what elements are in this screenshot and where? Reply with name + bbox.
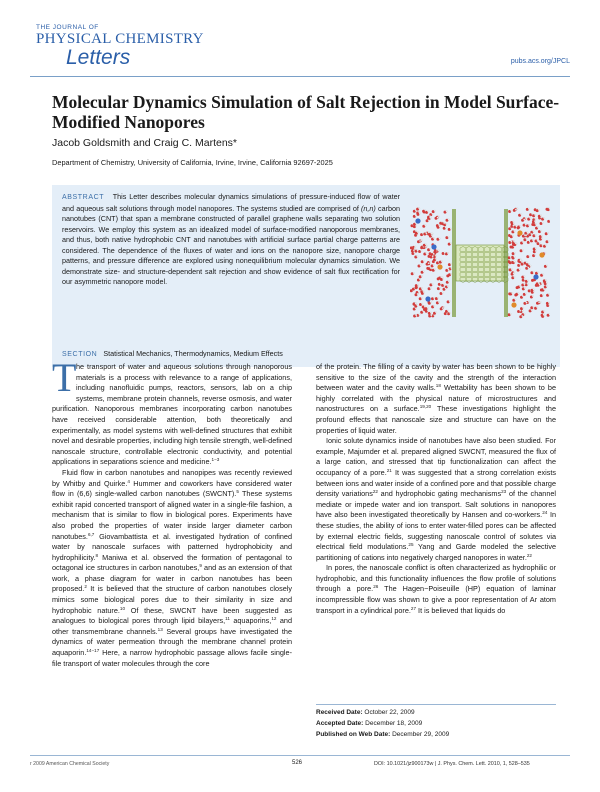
doi-citation[interactable]: DOI: 10.1021/jz900173w | J. Phys. Chem. Lett. 2010, 1, 528–535	[374, 761, 530, 767]
published-date: Published on Web Date: December 29, 2009	[316, 730, 450, 738]
citation[interactable]: 8	[95, 552, 99, 558]
section-line	[62, 349, 283, 358]
paragraph-text: Of these, SWCNT have been suggested as analogues to biological pores through lipid bilayers,	[52, 605, 292, 626]
header-rule	[30, 76, 570, 77]
citation[interactable]: 26	[373, 584, 379, 590]
citation[interactable]: 27	[410, 605, 417, 611]
paragraph-text: Yang and Garde modeled the selective partitioning of cations into negatively charged nanopores in water.	[316, 542, 556, 562]
paragraph-text: aquaporins,	[229, 616, 272, 626]
article-affiliation: Department of Chemistry, University of California, Irvine, Irvine, California 92697-2025	[52, 158, 333, 167]
section-label: SECTION	[62, 351, 98, 358]
paragraph-text: Maniwa et al. observed the formation of pentagonal to octagonal ice structures in carbon nanotubes,	[52, 552, 292, 573]
copyright-notice: r 2009 American Chemical Society	[30, 761, 110, 767]
paragraph-text: Several groups have investigated the dynamics of water permeation through the membrane channel protein aquaporin.	[52, 626, 292, 658]
citation[interactable]: 13	[157, 626, 163, 632]
abstract-label: ABSTRACT	[62, 194, 105, 201]
right-reservoir-molecules	[508, 208, 551, 319]
paragraph-text: These systems exhibit rapid concerted transport of aligned water in a single-file fashion, a mechanism that is similar to flow in biological pores. Experiments have also probed the properties of water inside larger diameter carbon nanotubes.	[52, 489, 292, 541]
paragraph-text: Ionic solute dynamics inside of nanotubes have also been studied. For example, Majumder et al. prepared aligned SWCNT, measured the flux of a large cation, and stressed that tip functionalization can affect the occupancy of a pore.	[316, 436, 556, 477]
accepted-date: Accepted Date: December 18, 2009	[316, 719, 423, 727]
paragraph-text: It is believed that the structure of carbon nanotubes closely mimics some biological pores due to their similarity in size and hydrophobic nature.	[52, 584, 292, 615]
article-title: Molecular Dynamics Simulation of Salt Rejection in Model Surface-Modified Nanopores	[52, 92, 560, 132]
citation[interactable]: 5	[236, 489, 239, 495]
page-number: 526	[292, 760, 303, 766]
citation[interactable]: 21	[386, 467, 392, 473]
article-dates	[316, 708, 449, 740]
citation[interactable]: 19,20	[419, 404, 432, 410]
paragraph-text: Wettability has been shown to be highly correlated with the physical nature of microstructures and nanostructures on a surface.	[316, 383, 556, 414]
article-authors: Jacob Goldsmith and Craig C. Martens*	[52, 137, 237, 149]
paragraph-text: and as an extension of that work, a phase diagram for water in carbon nanotubes has been proposed.	[52, 563, 292, 594]
citation[interactable]: 10	[119, 605, 126, 611]
paragraph-text: and hydrophobic gating mechanisms	[377, 489, 502, 499]
paragraph-text: Giovambattista et al. investigated hydration of confined water by nanoscale surfaces with patterned hydrophobicity and hydrophilicity.	[52, 531, 292, 562]
body-column-right	[316, 362, 556, 616]
paragraph-text: Hummer and coworkers have considered water flow in (6,6) single-walled carbon nanotubes (SWCNT).	[52, 478, 292, 499]
abstract-part-1: This Letter describes molecular dynamics simulations of pressure-induced flow of water and aqueous salt solutions through model nanopores. The systems studied are comprised of	[62, 192, 400, 213]
paragraph-text: of the protein. The filling of a cavity by water has been shown to be highly sensitive to the size of the cavity and the strength of the interaction between water and the cavity walls.	[316, 362, 556, 393]
journal-letters: Letters	[66, 46, 131, 69]
abstract-nn: (n,n)	[361, 203, 376, 213]
citation[interactable]: 25	[408, 542, 414, 548]
paragraph-text: and other transmembrane channels.	[52, 616, 292, 636]
citation[interactable]: 4	[127, 478, 130, 484]
paragraph-text: Here, a narrow hydrophobic passage allows facile single-file transport of water molecules through the core	[52, 648, 292, 668]
citation[interactable]: 11	[225, 616, 230, 622]
abstract-text	[62, 192, 400, 288]
journal-small-line: THE JOURNAL OF	[36, 24, 99, 31]
citation[interactable]: 12	[271, 616, 277, 622]
body-column-left	[52, 362, 292, 669]
received-date: Received Date: October 22, 2009	[316, 709, 415, 716]
paragraph-text: In pores, the nanoscale conflict is often characterized as hydrophilic or hydrophobic, and this functionality influences the flow profile of solutions through a pore.	[316, 563, 556, 594]
paragraph-text: The Hagen−Poiseuille (HP) equation of laminar incompressible flow was shown to give a poor representation of Ar atom transport in a cylindrical pore.	[316, 584, 557, 615]
citation[interactable]: 2	[84, 584, 87, 590]
citation[interactable]: 24	[542, 510, 548, 516]
paragraph-text: It is believed that liquids do	[416, 605, 506, 615]
paragraph-text: In these studies, the ability of ions to enter water-filled pores can be affected by external electric fields, suggesting nanoscale control of solutes via electrical field modulations.	[316, 510, 556, 552]
journal-url[interactable]: pubs.acs.org/JPCL	[510, 58, 570, 65]
paragraph-text: These investigations highlight the profound effects that nanoscale size and structure can have on the properties of liquid water.	[316, 404, 557, 435]
left-reservoir-molecules	[410, 208, 452, 318]
section-value: Statistical Mechanics, Thermodynamics, Medium Effects	[103, 349, 283, 358]
paragraph-text: Fluid flow in carbon nanotubes and nanopipes was recently reviewed by Whitby and Quirke.	[52, 467, 292, 488]
dates-rule	[316, 704, 556, 705]
citation[interactable]: 14−17	[86, 648, 100, 654]
citation[interactable]: 22	[526, 552, 532, 558]
graphene-wall-right	[504, 209, 508, 317]
citation[interactable]: 22	[372, 489, 378, 495]
journal-name: PHYSICAL CHEMISTRY	[36, 31, 204, 47]
citation[interactable]: 1−3	[211, 457, 220, 463]
carbon-nanotube	[456, 245, 508, 283]
intro-paragraph: he transport of water and aqueous solutions through nanoporous materials is a process with relevance to a range of applications, including nanofluidic pumps, reactors, sensors, lab on a chip systems, membrane protein channels, reverse osmosis, and water purification. Nanoporous membranes incorporating carbon nanotubes have received considerable attention, both theoretically and experimentally, as model systems with well-defined structures that exhibit novel and desirable properties, including high tensile strength, well-defined nanoscale structure, controllable electronic conductivity, and potential applications in separations science and medicine.	[52, 362, 292, 467]
abstract-part-2: carbon nanotubes (CNT) that span a membrane constructed of parallel graphene walls separating two solution reservoirs. We employ this system as an idealized model of surface-modified nanoporous membranes, and thus, both native hydrophobic CNT and nanotubes with artificial surface partial charge patterns are considered. The dependence of the fluxes of water and ions on the nanopore size, nanopore charge patterns, and pressure difference are explored using nonequilibrium molecular dynamics simulation. We demonstrate size- and structure-dependent salt rejection and show evidence of salt flux rectification for our asymmetric nanopore model.	[62, 203, 400, 287]
citation[interactable]: 9	[199, 563, 202, 569]
paragraph-text: It was suggested that a strong correlation exists between ions and water inside of a confined pore and that possible charge density variations	[316, 467, 557, 499]
footer-rule	[30, 755, 570, 756]
paragraph-text: of the channel mediate or impede water and ion transport. Salt solutions in nanopores have also been investigated theoretically by Hansen and co-workers.	[316, 489, 557, 520]
graphene-wall-left	[452, 209, 456, 317]
drop-cap: T	[52, 355, 77, 400]
citation[interactable]: 23	[501, 489, 507, 495]
citation[interactable]: 18	[435, 383, 441, 389]
citation[interactable]: 6,7	[87, 531, 95, 537]
toc-graphic	[410, 207, 550, 319]
